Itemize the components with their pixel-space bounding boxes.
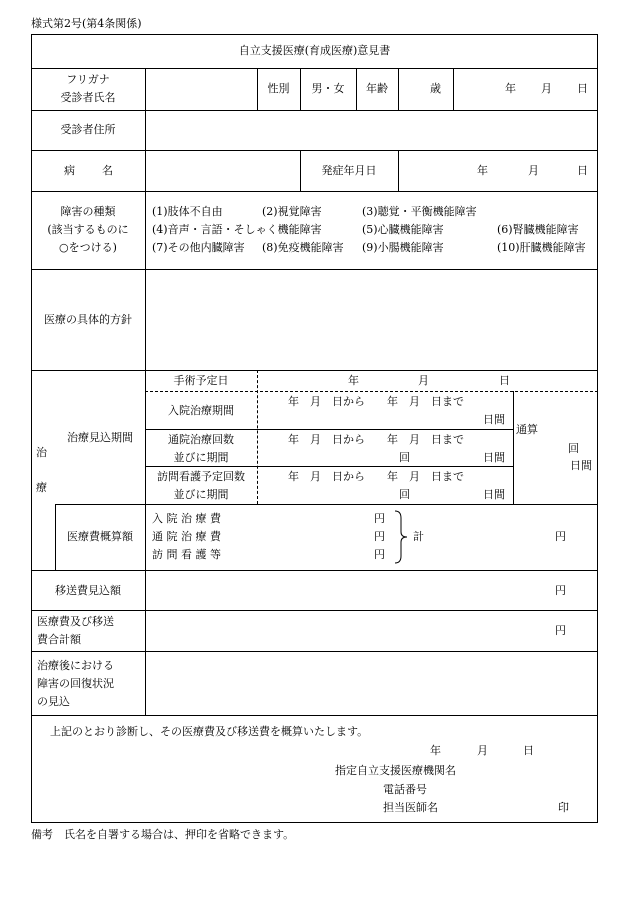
inpatient-range: 年 月 日から 年 月 日まで [288,395,464,408]
disease-label-1: 病 [64,164,75,177]
onset-label: 発症年月日 [321,164,377,177]
birth-day: 日 [577,82,588,95]
rule [398,68,399,110]
visiting-range: 年 月 日から 年 月 日まで [288,470,464,483]
disability-option[interactable]: (1)肢体不自由 [152,205,223,218]
disability-option[interactable]: (5)心臓機能障害 [362,223,444,236]
rule [31,570,598,571]
rule [145,466,513,467]
grand-total-label-2: 費合計額 [37,633,81,646]
cost-yen: 円 [374,512,385,525]
treatment-side-1: 治 [36,446,47,459]
total-times: 回 [568,442,579,455]
recovery-field[interactable] [146,652,596,714]
total-days: 日間 [570,459,592,472]
cost-item-outpatient: 通 院 治 療 費 [152,530,221,543]
cost-yen: 円 [374,548,385,561]
disability-option[interactable]: (10)肝臓機能障害 [497,241,586,254]
remarks-note: 備考 氏名を自署する場合は、押印を省略できます。 [31,828,295,841]
surgery-label: 手術予定日 [173,374,229,387]
rule [31,610,598,611]
policy-field[interactable] [146,271,596,369]
outpatient-times: 回 [399,451,410,464]
disability-option[interactable]: (4)音声・言語・そしゃく機能障害 [152,223,322,236]
outpatient-label-2: 並びに期間 [173,451,229,464]
visiting-label-1: 訪問看護予定回数 [157,470,245,483]
visiting-times: 回 [399,488,410,501]
inpatient-days: 日間 [483,413,505,426]
gender-label: 性別 [267,82,290,95]
rule [257,370,258,504]
birth-month: 月 [541,82,552,95]
rule [453,68,454,110]
total-label: 通算 [516,423,538,436]
disability-option[interactable]: (9)小腸機能障害 [362,241,444,254]
rule [31,150,598,151]
rule [31,715,598,716]
outpatient-days: 日間 [483,451,505,464]
footer-month: 月 [477,744,488,757]
outpatient-label-1: 通院治療回数 [168,433,234,446]
disability-option[interactable]: (8)免疫機能障害 [262,241,344,254]
period-label: 治療見込期間 [67,431,133,444]
surgery-day: 日 [499,374,510,387]
recovery-label-1: 治療後における [37,659,114,672]
cost-label: 医療費概算額 [67,530,133,543]
treatment-side-2: 療 [36,481,47,494]
onset-day: 日 [577,164,588,177]
address-label: 受診者住所 [60,123,116,136]
disability-option[interactable]: (3)聴覚・平衡機能障害 [362,205,477,218]
rule [31,68,598,69]
name-field[interactable] [145,68,257,110]
cost-yen: 円 [374,530,385,543]
cost-item-inpatient: 入 院 治 療 費 [152,512,221,525]
statement: 上記のとおり診断し、その医療費及び移送費を概算いたします。 [50,725,369,738]
form-title: 自立支援医療(育成医療)意見書 [238,44,391,57]
rule [31,269,598,270]
institution-label: 指定自立支援医療機関名 [335,764,456,777]
cost-item-visiting: 訪 問 看 護 等 [152,548,221,561]
sum-label: 計 [413,530,424,543]
disability-option[interactable]: (7)その他内臓障害 [152,241,245,254]
age-unit: 歳 [430,82,441,95]
footer-year: 年 [430,744,441,757]
rule [513,391,514,504]
visiting-days: 日間 [483,488,505,501]
disability-label-3: ○をつける) [59,241,117,254]
surgery-year: 年 [348,374,359,387]
rule [145,391,598,392]
disease-label-2: 名 [102,164,113,177]
age-label: 年齢 [366,82,388,95]
disability-option[interactable]: (6)腎臓機能障害 [497,223,579,236]
rule [55,504,598,505]
disease-field[interactable] [146,151,299,190]
rule [145,429,513,430]
form-number: 様式第2号(第4条関係) [31,17,142,30]
rule [31,370,598,371]
seal-mark: 印 [558,801,569,814]
doctor-label: 担当医師名 [383,801,438,814]
gender-options[interactable]: 男・女 [311,82,345,95]
disability-option[interactable]: (2)視覚障害 [262,205,322,218]
phone-label: 電話番号 [383,783,427,796]
transport-label: 移送費見込額 [55,584,121,597]
onset-year: 年 [477,164,488,177]
visiting-label-2: 並びに期間 [173,488,229,501]
surgery-month: 月 [418,374,429,387]
onset-month: 月 [528,164,539,177]
name-label: 受診者氏名 [60,91,116,104]
recovery-label-2: 障害の回復状況 [37,677,114,690]
sum-yen: 円 [555,530,566,543]
inpatient-label: 入院治療期間 [168,404,234,417]
brace-icon [394,510,408,564]
policy-label: 医療の具体的方針 [44,313,132,326]
address-field[interactable] [146,111,596,149]
birth-year: 年 [505,82,516,95]
outpatient-range: 年 月 日から 年 月 日まで [288,433,464,446]
grand-total-label-1: 医療費及び移送 [37,615,114,628]
footer-day: 日 [523,744,534,757]
rule [398,150,399,191]
transport-yen: 円 [555,584,566,597]
rule [31,191,598,192]
disability-label-1: 障害の種類 [60,205,116,218]
furigana-label: フリガナ [66,73,110,86]
grand-total-yen: 円 [555,624,566,637]
disability-label-2: (該当するものに [47,223,129,236]
recovery-label-3: の見込 [37,695,70,708]
